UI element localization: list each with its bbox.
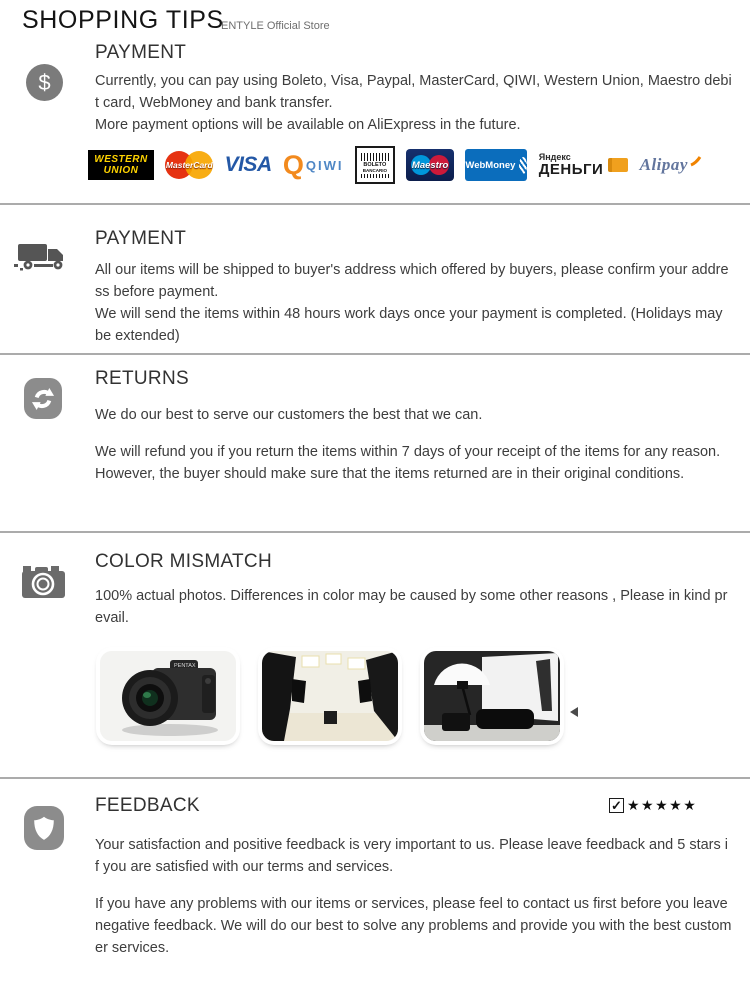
boleto-barcode-bottom: [361, 174, 389, 178]
yandex-money-logo: [539, 153, 629, 177]
maestro-logo: [406, 149, 454, 181]
shipping-paragraph-1: All our items will be shipped to buyer's address which offered by buyers, please confirm your address before payment.: [95, 262, 729, 300]
returns-paragraph-1: We do our best to serve our customers the best that we can.: [95, 407, 483, 423]
western-union-logo: [88, 150, 154, 180]
yandex-money-label: ДЕНЬГИ: [538, 161, 604, 178]
section-divider: [0, 531, 750, 533]
qiwi-q: Q: [282, 150, 304, 180]
alipay-logo: [640, 155, 702, 175]
returns-paragraph-2: We will refund you if you return the items within 7 days of your receipt of the items for any reason. However, the buyer should make sure that the items returned are in their original conditions.: [95, 444, 721, 482]
yandex-brand: Яндекс: [538, 152, 571, 162]
boleto-line2: BANCARIO: [362, 167, 387, 173]
section-heading-color-mismatch: COLOR MISMATCH: [95, 551, 272, 572]
checked-checkbox-icon: ✓: [609, 798, 624, 813]
webmoney-logo: [465, 149, 527, 181]
section-divider: [0, 777, 750, 779]
photo-studio-photo: [262, 651, 398, 741]
webmoney-coin-icon: [519, 157, 527, 174]
dollar-glyph: $: [38, 69, 51, 95]
western-union-line1: WESTERN: [94, 154, 148, 165]
boleto-line1: BOLETO: [363, 161, 387, 168]
store-name: ENTYLE Official Store: [221, 20, 330, 32]
camera-icon: [20, 562, 68, 607]
yandex-wallet-icon: [608, 158, 628, 172]
alipay-label: Alipay: [639, 155, 688, 174]
visa-label: VISA: [224, 153, 272, 176]
qiwi-logo: [283, 152, 344, 178]
color-mismatch-paragraph-1: 100% actual photos. Differences in color may be caused by some other reasons , Please in kind prevail.: [95, 588, 728, 626]
qiwi-label: QIWI: [305, 157, 344, 173]
visa-logo: [225, 153, 272, 177]
feedback-paragraphs: [95, 834, 732, 959]
section-divider: [0, 353, 750, 355]
truck-icon: [14, 237, 68, 280]
star-icons: ★★★★★: [627, 797, 698, 813]
color-mismatch-paragraphs: [95, 585, 732, 629]
mastercard-label: MasterCard: [165, 160, 213, 170]
svg-text:PENTAX: PENTAX: [174, 663, 196, 669]
section-heading-returns: RETURNS: [95, 368, 189, 389]
section-heading-feedback: FEEDBACK: [95, 795, 200, 816]
section-heading-payment: PAYMENT: [95, 42, 187, 63]
mastercard-logo: [165, 150, 213, 180]
shipping-paragraphs: [95, 259, 732, 347]
section-divider: [0, 203, 750, 205]
payment-paragraph-2: More payment options will be available on AliExpress in the future.: [95, 117, 521, 133]
maestro-label: Maestro: [411, 160, 449, 171]
alipay-swoosh-icon: [690, 155, 702, 167]
webmoney-label: WebMoney: [465, 159, 516, 171]
shield-icon: [24, 806, 64, 850]
payment-logos-row: [88, 146, 702, 184]
boleto-logo: [355, 146, 395, 184]
returns-refresh-icon: [24, 378, 62, 419]
photo-nav-arrow-icon: [570, 707, 578, 717]
section-heading-shipping: PAYMENT: [95, 228, 187, 249]
feedback-paragraph-1: Your satisfaction and positive feedback is very important to us. Please leave feedback and 5 stars if you are satisfied with our terms and services.: [95, 837, 728, 875]
payment-paragraph-1: Currently, you can pay using Boleto, Visa, Paypal, MasterCard, QIWI, Western Union, Maestro debit card, WebMoney and bank transfer.: [95, 73, 732, 111]
shipping-paragraph-2: We will send the items within 48 hours work days once your payment is completed. (Holidays may be extended): [95, 306, 723, 344]
studio-equipment-photo: [424, 651, 560, 741]
payment-paragraphs: [95, 70, 732, 136]
feedback-paragraph-2: If you have any problems with our items or services, please feel to contact us first before you leave negative feedback. We will do our best to solve any problems and provide you with the best customer services.: [95, 896, 732, 956]
returns-paragraphs: [95, 404, 732, 485]
western-union-line2: UNION: [103, 165, 139, 176]
boleto-barcode-top: [361, 153, 389, 161]
studio-photos-row: [100, 651, 560, 741]
five-star-rating: [609, 797, 697, 814]
page-title: SHOPPING TIPS: [22, 6, 224, 34]
dslr-camera-photo: [100, 651, 236, 741]
dollar-icon: [26, 64, 63, 101]
